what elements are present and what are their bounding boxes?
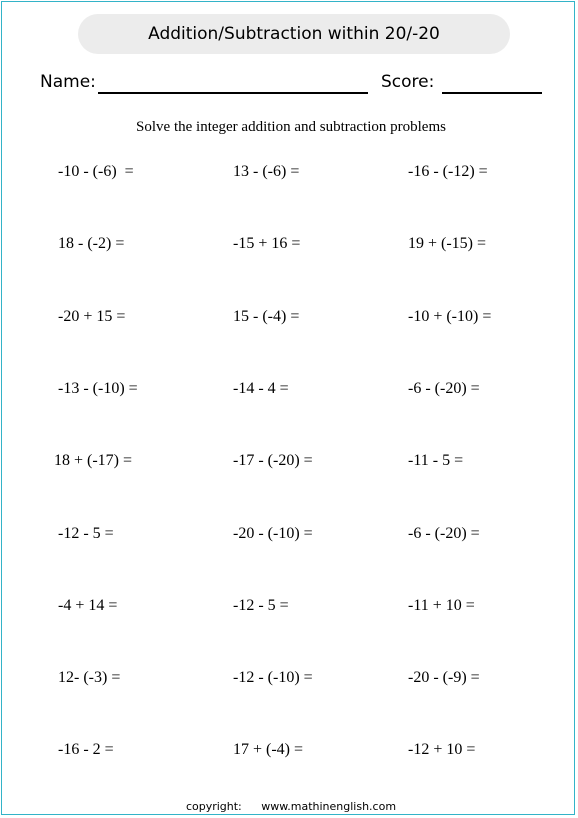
problem-r6-c1: -12 - 5 = [58, 525, 114, 542]
name-label: Name: [40, 72, 96, 92]
worksheet-page [1, 1, 575, 815]
problem-r1-c3: -16 - (-12) = [408, 163, 488, 180]
website-link: www.mathinenglish.com [261, 800, 397, 813]
problem-r8-c3: -20 - (-9) = [408, 669, 480, 686]
problem-r5-c3: -11 - 5 = [408, 452, 464, 469]
problem-r8-c2: -12 - (-10) = [233, 669, 313, 686]
worksheet-title: Addition/Subtraction within 20/-20 [78, 14, 510, 54]
score-blank-line [442, 92, 542, 94]
problem-r6-c3: -6 - (-20) = [408, 525, 480, 542]
problem-r8-c1: 12- (-3) = [58, 669, 121, 686]
problem-r3-c1: -20 + 15 = [58, 308, 126, 325]
name-blank-line [98, 92, 368, 94]
copyright-label: copyright: [185, 800, 242, 813]
problem-r5-c2: -17 - (-20) = [233, 452, 313, 469]
instructions: Solve the integer addition and subtraction problems [136, 119, 446, 135]
footer [2, 800, 578, 813]
problem-r9-c2: 17 + (-4) = [233, 741, 304, 758]
problem-r1-c1: -10 - (-6) = [58, 163, 134, 180]
problem-r1-c2: 13 - (-6) = [233, 163, 300, 180]
problem-r9-c1: -16 - 2 = [58, 741, 114, 758]
problem-r7-c3: -11 + 10 = [408, 597, 475, 614]
problem-r4-c2: -14 - 4 = [233, 380, 289, 397]
problem-r7-c1: -4 + 14 = [58, 597, 118, 614]
problem-r2-c2: -15 + 16 = [233, 235, 301, 252]
name-score-row [40, 72, 550, 98]
problem-r2-c3: 19 + (-15) = [408, 235, 487, 252]
problem-r3-c2: 15 - (-4) = [233, 308, 300, 325]
problem-r4-c1: -13 - (-10) = [58, 380, 138, 397]
problem-r6-c2: -20 - (-10) = [233, 525, 313, 542]
problem-r5-c1: 18 + (-17) = [54, 452, 133, 469]
score-label: Score: [381, 72, 435, 92]
problem-r7-c2: -12 - 5 = [233, 597, 289, 614]
problem-r4-c3: -6 - (-20) = [408, 380, 480, 397]
problem-r3-c3: -10 + (-10) = [408, 308, 492, 325]
problem-r2-c1: 18 - (-2) = [58, 235, 125, 252]
problem-r9-c3: -12 + 10 = [408, 741, 476, 758]
